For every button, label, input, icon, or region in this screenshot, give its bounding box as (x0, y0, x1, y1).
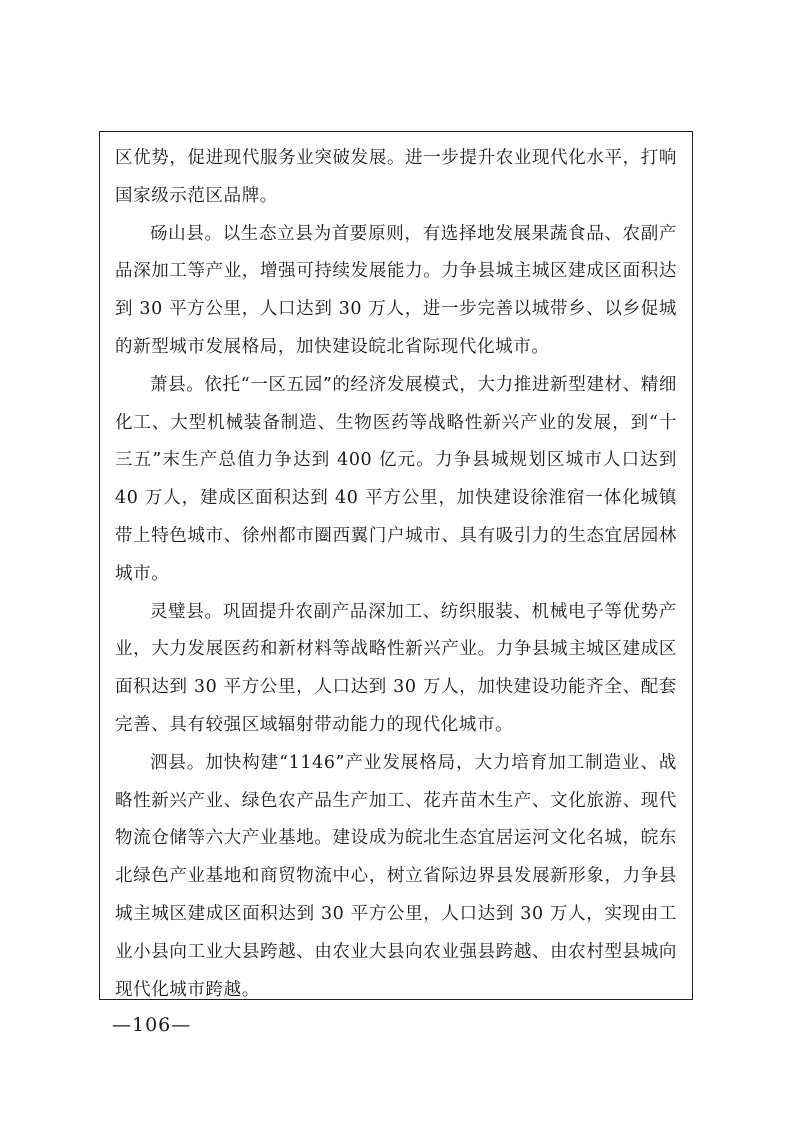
content-frame (99, 131, 693, 1000)
paragraph-dangshan-county: 砀山县。以生态立县为首要原则，有选择地发展果蔬食品、农副产品深加工等产业，增强可持续发展能力。力争县城主城区建成区面积达到 30 平方公里，人口达到 30 万人，进一步完善以城带乡、以乡促城的新型城市发展格局，加快建设皖北省际现代化城市。 (115, 223, 677, 357)
paragraph-intro-continuation: 区优势，促进现代服务业突破发展。进一步提升农业现代化水平，打响国家级示范区品牌。 (115, 148, 677, 206)
paragraph-si-county: 泗县。加快构建“1146”产业发展格局，大力培育加工制造业、战略性新兴产业、绿色农产品生产加工、花卉苗木生产、文化旅游、现代物流仓储等六大产业基地。建设成为皖北生态宜居运河文化名城，皖东北绿色产业基地和商贸物流中心，树立省际边界县发展新形象，力争县城主城区建成区面积达到 30 平方公里，人口达到 30 万人，实现由工业小县向工业大县跨越、由农业大县向农业强县跨越、由农村型县城向现代化城市跨越。 (115, 752, 677, 1000)
page-number: —106— (112, 1014, 192, 1036)
paragraph-lingbi-county: 灵璧县。巩固提升农副产品深加工、纺织服装、机械电子等优势产业，大力发展医药和新材料等战略性新兴产业。力争县城主城区建成区面积达到 30 平方公里，人口达到 30 万人，加快建设功能齐全、配套完善、具有较强区域辐射带动能力的现代化城市。 (115, 601, 677, 735)
paragraph-xiao-county: 萧县。依托“一区五园”的经济发展模式，大力推进新型建材、精细化工、大型机械装备制造、生物医药等战略性新兴产业的发展，到“十三五”末生产总值力争达到 400 亿元。力争县城规划区城市人口达到 40 万人，建成区面积达到 40 平方公里，加快建设徐淮宿一体化城镇带上特色城市、徐州都市圈西翼门户城市、具有吸引力的生态宜居园林城市。 (115, 374, 677, 584)
